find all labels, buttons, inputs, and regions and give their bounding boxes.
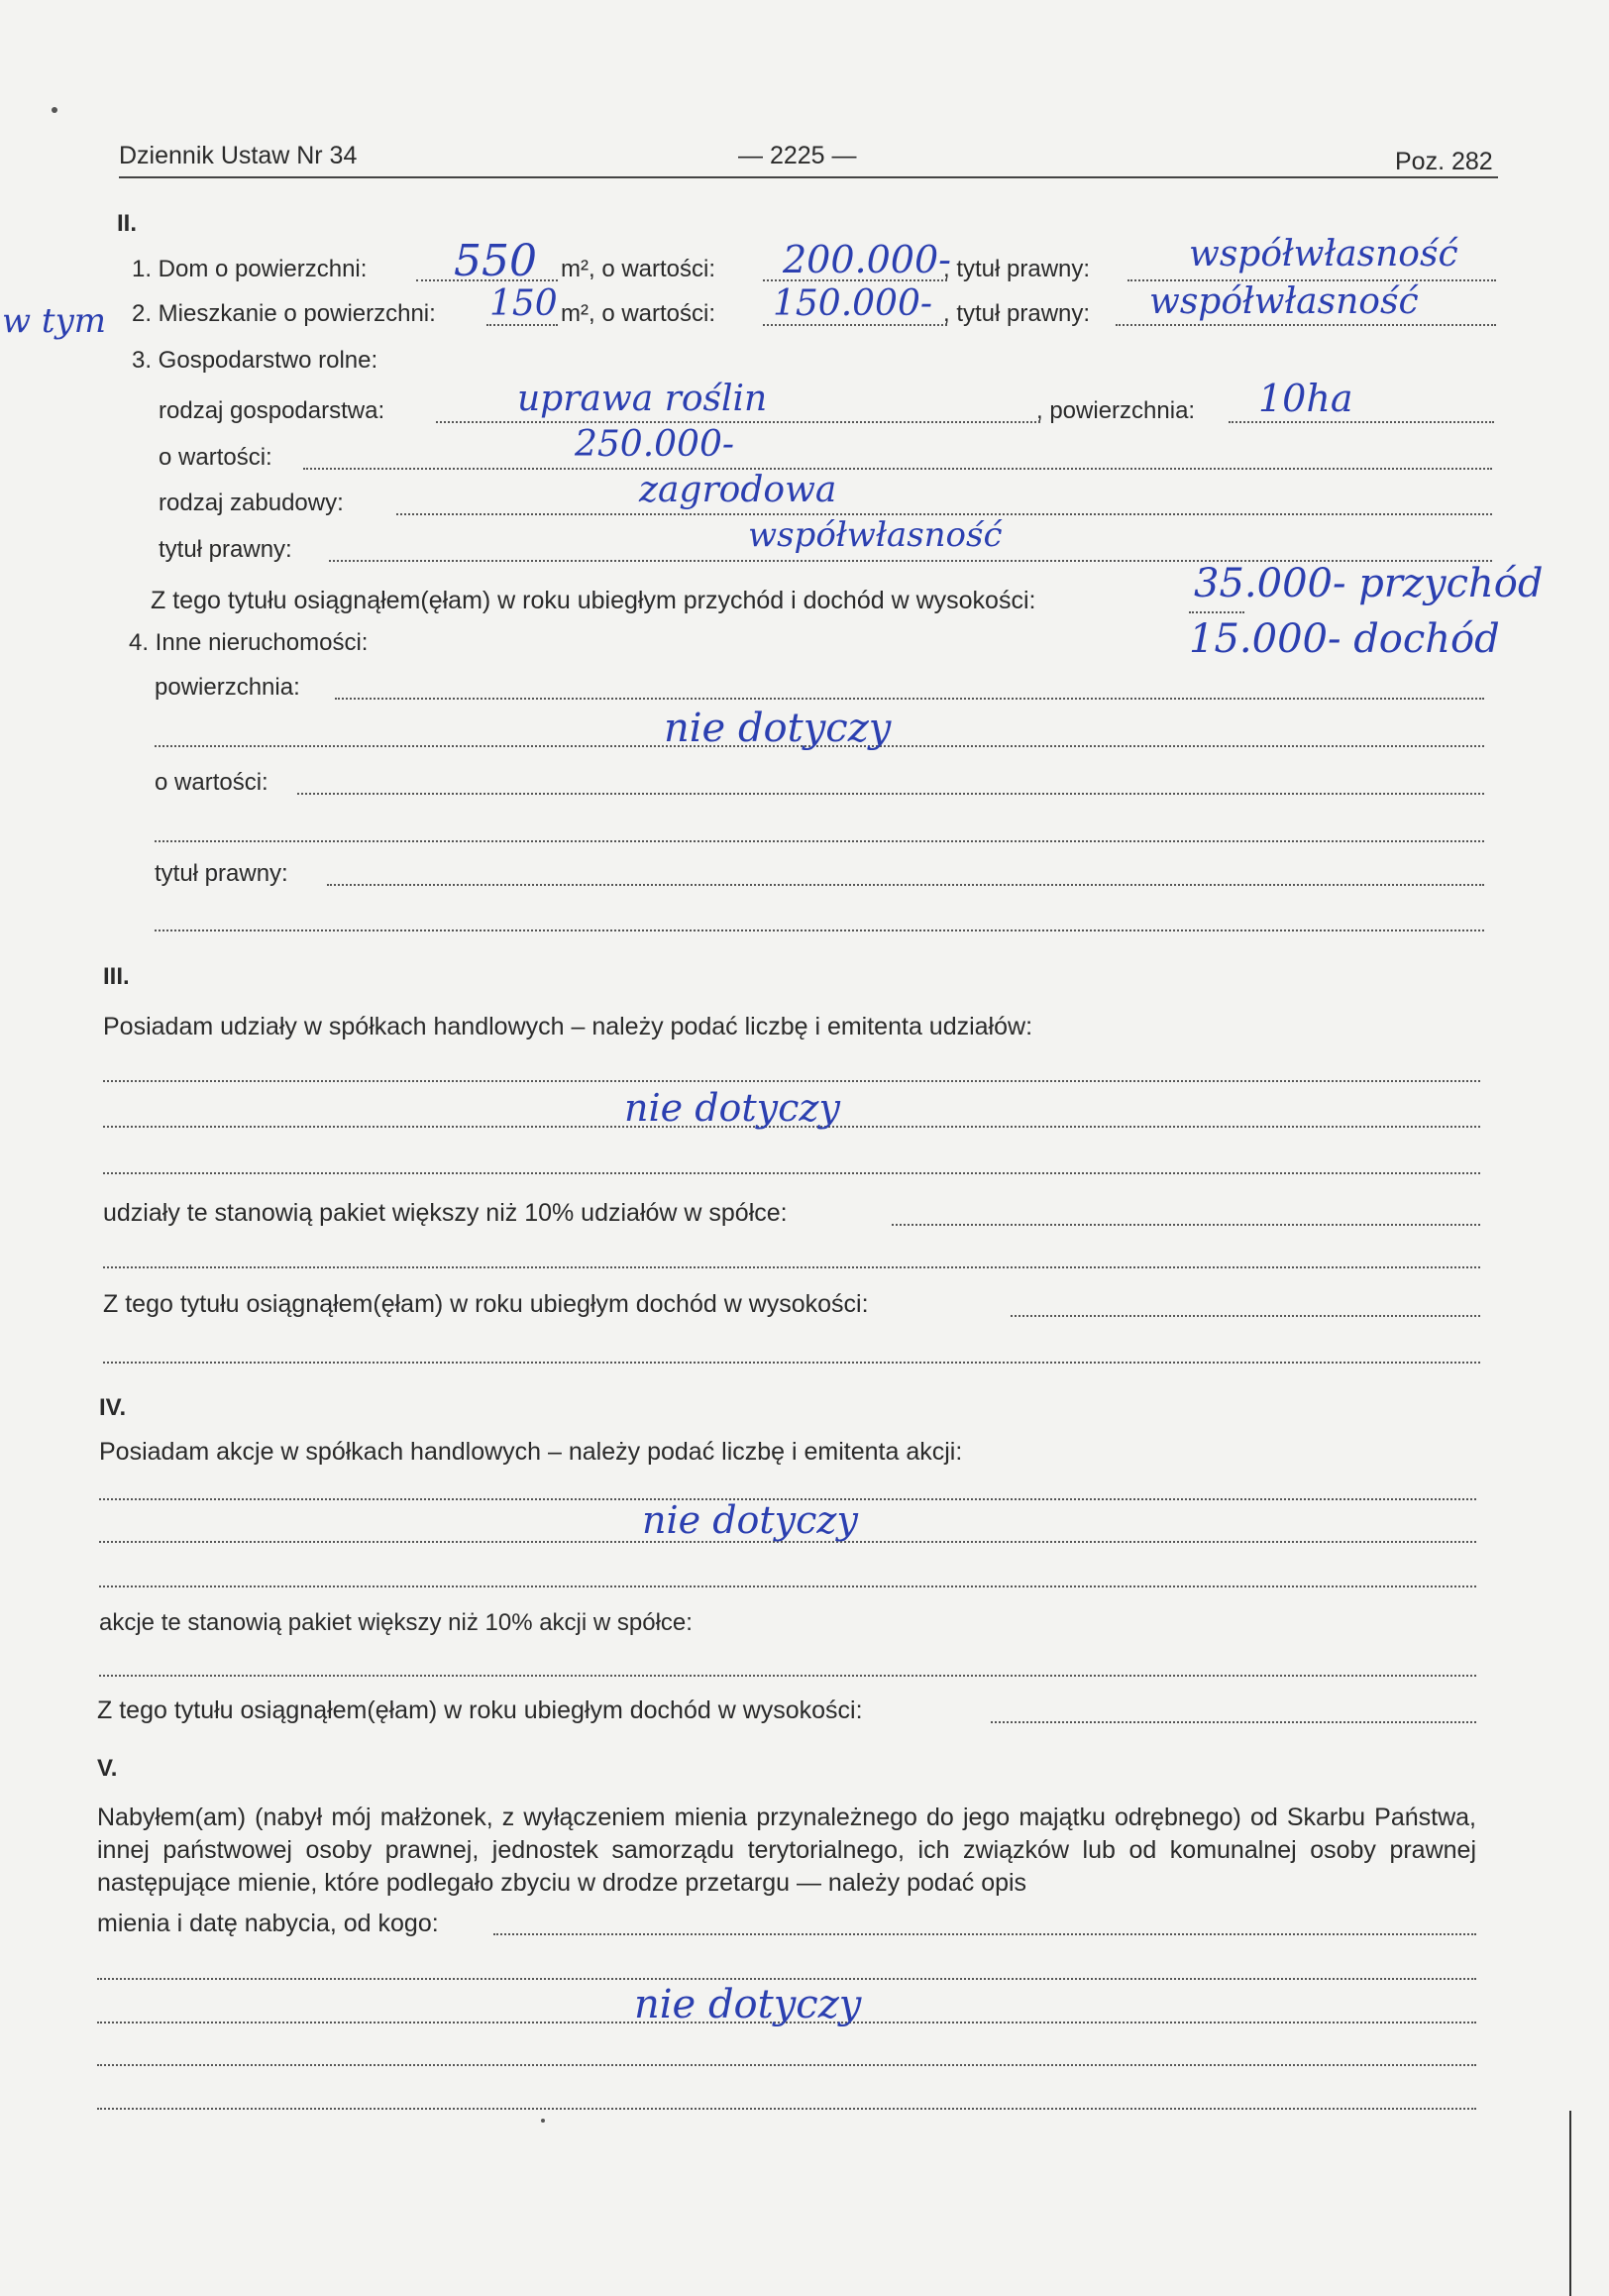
udzialy-pakiet-field <box>892 1224 1480 1226</box>
gospodarstwo-area-field <box>1229 421 1494 423</box>
akcje-dochod-label: Z tego tytułu osiągnąłem(ęłam) w roku ubiegłym dochód w wysokości: <box>97 1696 863 1724</box>
section-4-heading: IV. <box>99 1394 127 1421</box>
gospodarstwo-label: 3. Gospodarstwo rolne: <box>132 347 378 374</box>
udzialy-pakiet-label: udziały te stanowią pakiet większy niż 10% udziałów w spółce: <box>103 1199 788 1227</box>
inne-wartosc-label: o wartości: <box>155 769 268 796</box>
header-rule <box>119 176 1498 178</box>
gospodarstwo-income-label: Z tego tytułu osiągnąłem(ęłam) w roku ubiegłym przychód i dochód w wysokości: <box>151 587 1036 614</box>
rodzaj-gospodarstwa-label: rodzaj gospodarstwa: <box>159 397 385 424</box>
section-5-heading: V. <box>97 1755 118 1782</box>
gospodarstwo-income-value1: 35.000- przychód <box>1194 561 1544 606</box>
mieszkanie-title-handwritten: współwłasność <box>1149 281 1419 322</box>
gospodarstwo-tytul-label: tytuł prawny: <box>159 536 292 563</box>
udzialy-value: nie dotyczy <box>624 1086 840 1130</box>
mieszkanie-title-label: , tytuł prawny: <box>943 300 1091 327</box>
udzialy-dochod-label: Z tego tytułu osiągnąłem(ęłam) w roku ubiegłym dochód w wysokości: <box>103 1290 869 1318</box>
rodzaj-zabudowy-value: zagrodowa <box>639 470 837 510</box>
gospodarstwo-wartosc-label: o wartości: <box>159 444 272 471</box>
position-number: Poz. 282 <box>1395 148 1493 175</box>
inne-tytul-field <box>327 884 1484 886</box>
udzialy-dochod-field <box>1011 1315 1480 1317</box>
inne-nieruchomosci-label: 4. Inne nieruchomości: <box>129 629 369 656</box>
mieszkanie-area-field <box>486 324 558 326</box>
scan-dot-2 <box>541 2119 545 2123</box>
inne-nieruchomosci-value: nie dotyczy <box>664 706 892 751</box>
mieszkanie-title-field <box>1116 324 1496 326</box>
dom-title-handwritten: współwłasność <box>1189 234 1458 274</box>
dom-m2-label: m², o wartości: <box>561 256 716 282</box>
inne-powierzchnia-label: powierzchnia: <box>155 674 300 701</box>
mienie-field-1 <box>493 1933 1476 1935</box>
akcje-pakiet-field <box>99 1675 1476 1677</box>
udzialy-intro: Posiadam udziały w spółkach handlowych – należy podać liczbę i emitenta udziałów: <box>103 1013 1033 1040</box>
mieszkanie-m2-label: m², o wartości: <box>561 300 716 327</box>
mieszkanie-value-field <box>763 324 947 326</box>
rodzaj-zabudowy-label: rodzaj zabudowy: <box>159 490 344 516</box>
dom-title-label: , tytuł prawny: <box>943 256 1091 282</box>
section-2-heading: II. <box>117 210 138 237</box>
inne-tytul-label: tytuł prawny: <box>155 860 288 887</box>
mienie-field-5 <box>97 2108 1476 2110</box>
mieszkanie-value-handwritten: 150.000- <box>773 283 933 324</box>
akcje-value: nie dotyczy <box>642 1498 858 1542</box>
gospodarstwo-wartosc-field <box>303 468 1492 470</box>
dom-area-value: 550 <box>454 236 537 286</box>
page-number: — 2225 — <box>738 142 857 169</box>
mienie-value: nie dotyczy <box>634 1982 862 2027</box>
akcje-pakiet-label: akcje te stanowią pakiet większy niż 10% akcji w spółce: <box>99 1609 693 1636</box>
akcje-dochod-field <box>991 1721 1476 1723</box>
inne-wartosc-field-2 <box>155 840 1484 842</box>
mieszkanie-label: 2. Mieszkanie o powierzchni: <box>132 300 436 327</box>
mienie-label: mienia i datę nabycia, od kogo: <box>97 1910 439 1937</box>
scan-dot <box>52 107 57 113</box>
gospodarstwo-wartosc-value: 250.000- <box>575 424 735 465</box>
mienie-field-2 <box>97 1978 1476 1980</box>
rodzaj-gospodarstwa-field <box>436 421 1040 423</box>
dom-label: 1. Dom o powierzchni: <box>132 256 368 282</box>
mienie-paragraph: Nabyłem(am) (nabył mój małżonek, z wyłączeniem mienia przynależnego do jego majątku odrębnego) od Skarbu Państwa, innej państwowej osoby prawnej, jednostek samorządu terytorialnego, ich związków lub od komunalnej osoby prawnej następujące mienie, które podlegało zbyciu w drodze przetargu — należy podać opis <box>97 1804 1476 1897</box>
inne-powierzchnia-field <box>335 698 1484 700</box>
section-3-heading: III. <box>103 963 130 990</box>
powierzchnia-comma-label: , powierzchnia: <box>1036 397 1196 424</box>
udzialy-field-1 <box>103 1080 1480 1082</box>
gospodarstwo-area-value: 10ha <box>1258 377 1353 420</box>
udzialy-field-3 <box>103 1172 1480 1174</box>
akcje-field-3 <box>99 1585 1476 1587</box>
akcje-intro: Posiadam akcje w spółkach handlowych – należy podać liczbę i emitenta akcji: <box>99 1438 963 1466</box>
inne-wartosc-field <box>297 793 1484 795</box>
journal-title: Dziennik Ustaw Nr 34 <box>119 142 358 169</box>
udzialy-pakiet-field-2 <box>103 1266 1480 1268</box>
dom-value-handwritten: 200.000- <box>783 238 951 281</box>
mieszkanie-area-value: 150 <box>489 283 558 324</box>
gospodarstwo-income-value2: 15.000- dochód <box>1189 616 1500 662</box>
mienie-field-4 <box>97 2064 1476 2066</box>
page-edge-line <box>1569 2111 1571 2296</box>
inne-tytul-field-2 <box>155 929 1484 931</box>
margin-note: w tym <box>2 301 107 341</box>
gospodarstwo-tytul-value: współwłasność <box>748 515 1003 555</box>
udzialy-dochod-field-2 <box>103 1362 1480 1364</box>
gospodarstwo-income-field <box>1189 611 1244 613</box>
rodzaj-gospodarstwa-value: uprawa roślin <box>517 379 768 419</box>
